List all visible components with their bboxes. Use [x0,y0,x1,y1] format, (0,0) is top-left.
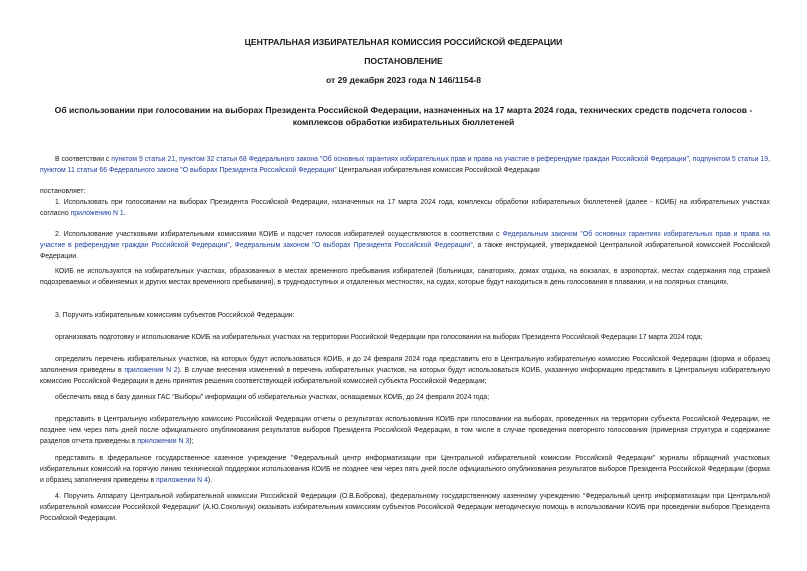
preamble-text: В соответствии с [55,156,112,163]
preamble-text: , [768,156,770,163]
preamble-text: Центральная избирательная комиссия Российской Федерации [336,167,540,174]
link-appendix-3[interactable]: приложении N 3 [137,438,190,445]
item-3-ensure: обеспечить ввод в базу данных ГАС "Выборы" информации об избирательных участках, оснащаемых КОИБ, до 24 февраля 2024 года; [55,394,490,401]
provide-text: представить в федеральное государственное казенное учреждение "Федеральный центр информатизации при Центральной избирательной комиссии Российской Федерации" журналы обращений участковых избирательных комиссий на горячую линию технической поддержки использования КОИБ не позднее чем через пять дней после официального опубликования результатов выборов Президента Российской Федерации (форма и образец заполнения приведены в [40,455,770,484]
link-appendix-4[interactable]: приложении N 4 [156,477,208,484]
item-1-text: 1. Использовать при голосовании на выборах Президента Российской Федерации, назначенных на 17 марта 2024 года, комплексы обработки избирательных бюллетеней (далее - КОИБ) на избирательных участках согласно [40,199,770,217]
link-appendix-1[interactable]: приложению N 1 [70,210,124,217]
link-article-21[interactable]: пунктом 9 статьи 21 [111,156,176,163]
document-type: ПОСТАНОВЛЕНИЕ [364,56,443,66]
preamble-text: , [175,156,179,163]
item-1-paragraph [40,197,770,219]
submit-text: представить в Центральную избирательную комиссию Российской Федерации отчеты о результатах использования КОИБ при голосовании на выборах, проведенных на территории субъекта Российской Федерации, не позднее чем через пять дней после официального опубликования результатов выборов Президента Российской Федерации, в том числе в случае проведения повторного голосования (примерная структура и содержание разделов отчета приведены в [40,416,770,445]
link-article-19[interactable]: подпунктом 5 статьи 19 [692,156,769,163]
item-2-paragraph [40,229,770,262]
item-1-text: . [123,210,126,217]
submit-text: ); [189,438,194,445]
item-2-text: , [229,242,235,249]
resolves-line: постановляет: [40,188,86,195]
provide-text: ). [207,477,213,484]
document-date-number: от 29 декабря 2023 года N 146/1154-8 [325,75,482,85]
item-3-provide [40,453,770,486]
link-appendix-2[interactable]: приложении N 2 [124,367,178,374]
item-3-organize: организовать подготовку и использование КОИБ на избирательных участках на территории Российской Федерации при голосовании на выборах Президента Российской Федерации 17 марта 2024 года; [55,334,703,341]
link-federal-law-guarantees[interactable]: Федеральным законом "Об основных гарантиях избирательных прав и права на участие в референдуме граждан Российской Федерации" [40,231,771,249]
determine-text: определить перечень избирательных участков, на которых будут использоваться КОИБ, и до 24 февраля 2024 года представить его в Центральную избирательную комиссию Российской Федерации (форма и образец заполнения приведены в [40,356,770,374]
link-federal-law-president[interactable]: Федеральным законом "О выборах Президента Российской Федерации" [234,242,473,249]
item-3-determine [40,354,770,387]
preamble-text: , [688,156,693,163]
item-4-paragraph: 4. Поручить Аппарату Центральной избирательной комиссии Российской Федерации (О.В.Боброва), федеральному государственному казенному учреждению "Федеральный центр информатизации при Центральной избирательной комиссии Российской Федерации" (А.Ю.Сокольчук) оказывать избирательным комиссиям субъектов Российской Федерации методическую помощь в использовании КОИБ при проведении выборов Президента Российской Федерации. [40,493,770,522]
koib-exclusion-paragraph: КОИБ не используются на избирательных участках, образованных в местах временного пребывания избирателей (больницах, санаториях, домах отдыха, на вокзалах, в аэропортах, местах содержания под стражей подозреваемых и обвиняемых и других местах временного пребывания), в труднодоступных и отдаленных местностях, на судах, которые будут находиться в день голосования в плавании, и на полярных станциях. [40,268,770,286]
item-2-text: 2. Использование участковыми избирательными комиссиями КОИБ и подсчет голосов избирателей осуществляются в соответствии с [55,231,503,238]
link-article-66[interactable]: пунктом 11 статьи 66 Федерального закона "О выборах Президента Российской Федерации" [40,167,337,174]
link-article-68[interactable]: пунктом 32 статьи 68 Федерального закона "Об основных гарантиях избирательных прав и права на участие в референдуме граждан Российской Федерации" [178,156,689,163]
item-2-text: , а также инструкцией, утверждаемой Центральной избирательной комиссией Российской Федерации. [40,242,771,260]
determine-text: ). В случае внесения изменений в перечень избирательных участков, на которых будут использоваться КОИБ, указанную информацию представить в Центральную избирательную комиссию Российской Федерации в день принятия решения соответствующей избирательной комиссией субъекта Российской Федерации; [40,367,770,385]
document-title: Об использовании при голосовании на выборах Президента Российской Федерации, назначенных на 17 марта 2024 года, технических средств подсчета голосов - комплексов обработки избирательных бюллетеней [54,105,753,127]
preamble-paragraph [40,154,770,176]
item-3-heading: 3. Поручить избирательным комиссиям субъектов Российской Федерации: [55,312,295,319]
item-3-submit [40,414,770,447]
issuer-heading: ЦЕНТРАЛЬНАЯ ИЗБИРАТЕЛЬНАЯ КОМИССИЯ РОССИЙСКОЙ ФЕДЕРАЦИИ [244,37,563,47]
